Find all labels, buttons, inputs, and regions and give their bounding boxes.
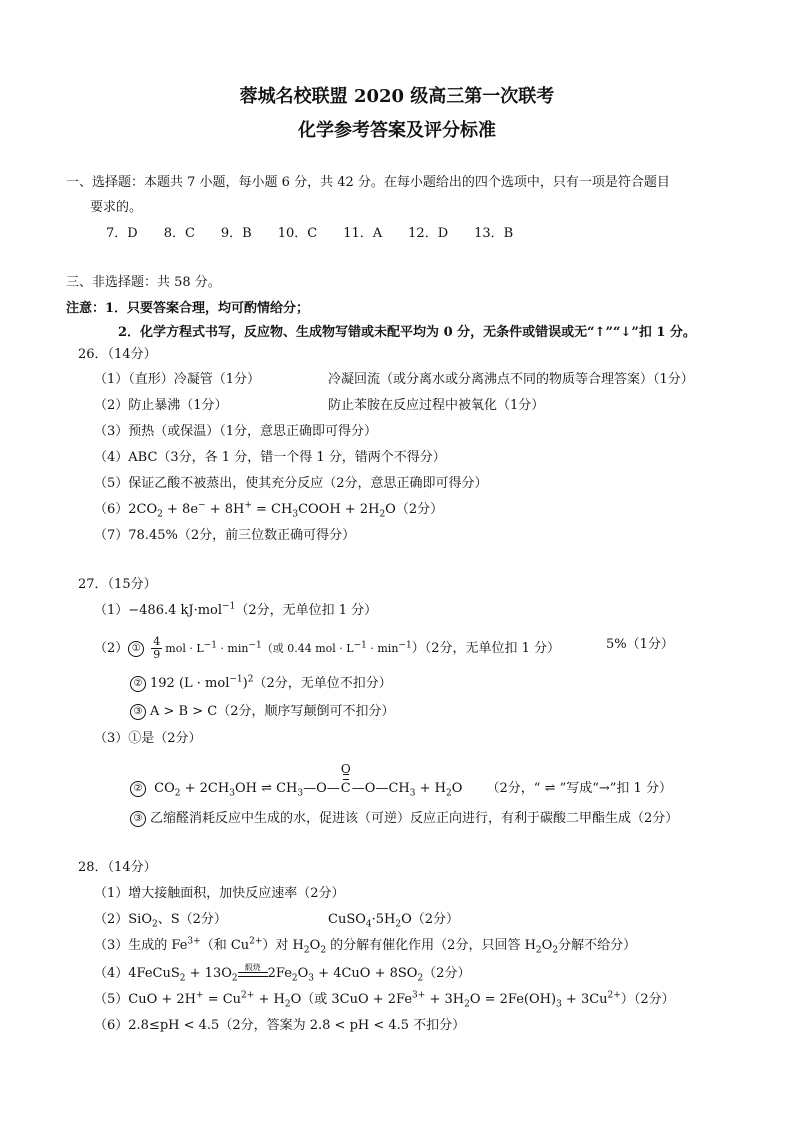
q26-header: 26．（14分）	[78, 347, 157, 362]
q27-2-2: ② 192 $(L \cdot mol^{-1})^2(2$分，无单位不扣分）	[130, 675, 392, 693]
circled-3: ③	[130, 704, 146, 720]
q26-1b: 冷凝回流（或分离水或分离沸点不同的物质等合理答案）（1分）	[328, 372, 694, 387]
q26-3: （3）预热（或保温）（1分，意思正确即可得分）	[94, 424, 378, 439]
q27-2-3: ③ A > B > C（2分，顺序写颠倒可不扣分）	[130, 703, 394, 721]
q28-header: 28．（14分）	[78, 860, 157, 875]
q26-2b: 防止苯胺在反应过程中被氧化（1分）	[328, 398, 545, 413]
section1-intro-line2: 要求的。	[90, 200, 143, 215]
note-2: 2．化学方程式书写，反应物、生成物写错或未配平均为 0 分，无条件或错误或无“↑”“↓”扣 1 分。	[118, 325, 696, 340]
q27-3-1: （3）①是（2分）	[94, 731, 202, 746]
circled-1: ①	[128, 641, 144, 657]
section3-intro: 三、非选择题：共 58 分。	[66, 275, 221, 290]
q28-2b: $CuSO_4\cdot 5H_2O(2$分）	[328, 912, 460, 930]
q26-5: （5）保证乙酸不被蒸出，使其充分反应（2分，意思正确即可得分）	[94, 476, 488, 491]
fraction-4-9: $\frac{4}{9}$	[153, 635, 161, 661]
q27-2-1-right: 5%（1分）	[606, 637, 674, 652]
q27-3-2-equation: ② $CO_2 + 2CH_3OH$ ⇌ $CH_3—O—$ O $C—O—CH_3 + H_2O$ （2分，“ ⇌ ”写成“→”扣 1 分）	[130, 780, 672, 798]
condition-arrow: 煅烧	[238, 970, 268, 977]
sub-title: 化学参考答案及评分标准	[298, 120, 496, 141]
note-1: 注意：1．只要答案合理，均可酌情给分；	[66, 301, 310, 316]
section1-answers: 7．D 8．C 9．B 10．C 11．A 12．D 13．B	[106, 226, 514, 241]
q26-6-equation: $(6)2CO_2 + 8e^- + 8H^+$ = $CH_3COOH + 2H_2O(2$分）	[94, 500, 444, 520]
circled-2: ②	[130, 676, 146, 692]
q28-1: （1）增大接触面积，加快反应速率（2分）	[94, 886, 345, 901]
q26-4: （4）ABC（3分，各 1 分，错一个得 1 分，错两个不得分）	[94, 450, 446, 465]
circled-2b: ②	[130, 781, 146, 797]
q26-2a: （2）防止暴沸（1分）	[94, 398, 228, 413]
q27-3-3: ③ 乙缩醛消耗反应中生成的水，促进该（可逆）反应正向进行，有利于碳酸二甲酯生成（2分）	[130, 810, 678, 828]
main-title: 蓉城名校联盟 2020 级高三第一次联考	[239, 86, 555, 107]
q28-4-equation: （4）4FeCuS$_2$ + $13O_2$ 煅烧 $2Fe_2O_3 + 4CuO + 8SO_2(2$分）	[94, 963, 471, 984]
carbonyl-group: O C	[340, 762, 351, 796]
section1-intro-line1: 一、选择题：本题共 7 小题，每小题 6 分，共 42 分。在每小题给出的四个选项中，只有一项是符合题目	[66, 175, 670, 190]
q26-7: （7）78.45%（2分，前三位数正确可得分）	[94, 528, 356, 543]
q28-6: （6）2.8≤pH < 4.5（2分，答案为 2.8 < pH < 4.5 不扣分）	[94, 1018, 466, 1033]
circled-3b: ③	[130, 811, 146, 827]
q28-2a: （2）SiO$_2$、S（2分）	[94, 912, 227, 930]
q27-2-1: （2） ① $\frac{4}{9}$ mol · $L^{-1} \cdot \min^{-1}$（或 0.44 mol · $L^{-1} \cdot \min^{-1})(2$分，无单位扣 1 分）	[94, 635, 561, 661]
q28-5-equation: $(5)CuO + 2H^+ = Cu^{2+} + H_2O$（或 $3CuO + 2Fe^{3+} + 3H_2O = 2Fe(OH)_3 + 3Cu^{2+})(2$分）	[94, 990, 675, 1010]
q28-3: （3）生成的 $Fe^{3+}$（和 $Cu^{2+}$）对 $H_2O_2$ 的分解有催化作用（2分，只回答 $H_2O_2$分解不给分）	[94, 936, 637, 956]
q27-header: 27．（15分）	[78, 577, 157, 592]
q27-1: （1）−486.4 kJ·mol$^{-1}$（2分，无单位扣 1 分）	[94, 601, 378, 618]
q26-1a: （1）（直形）冷凝管（1分）	[94, 372, 261, 387]
